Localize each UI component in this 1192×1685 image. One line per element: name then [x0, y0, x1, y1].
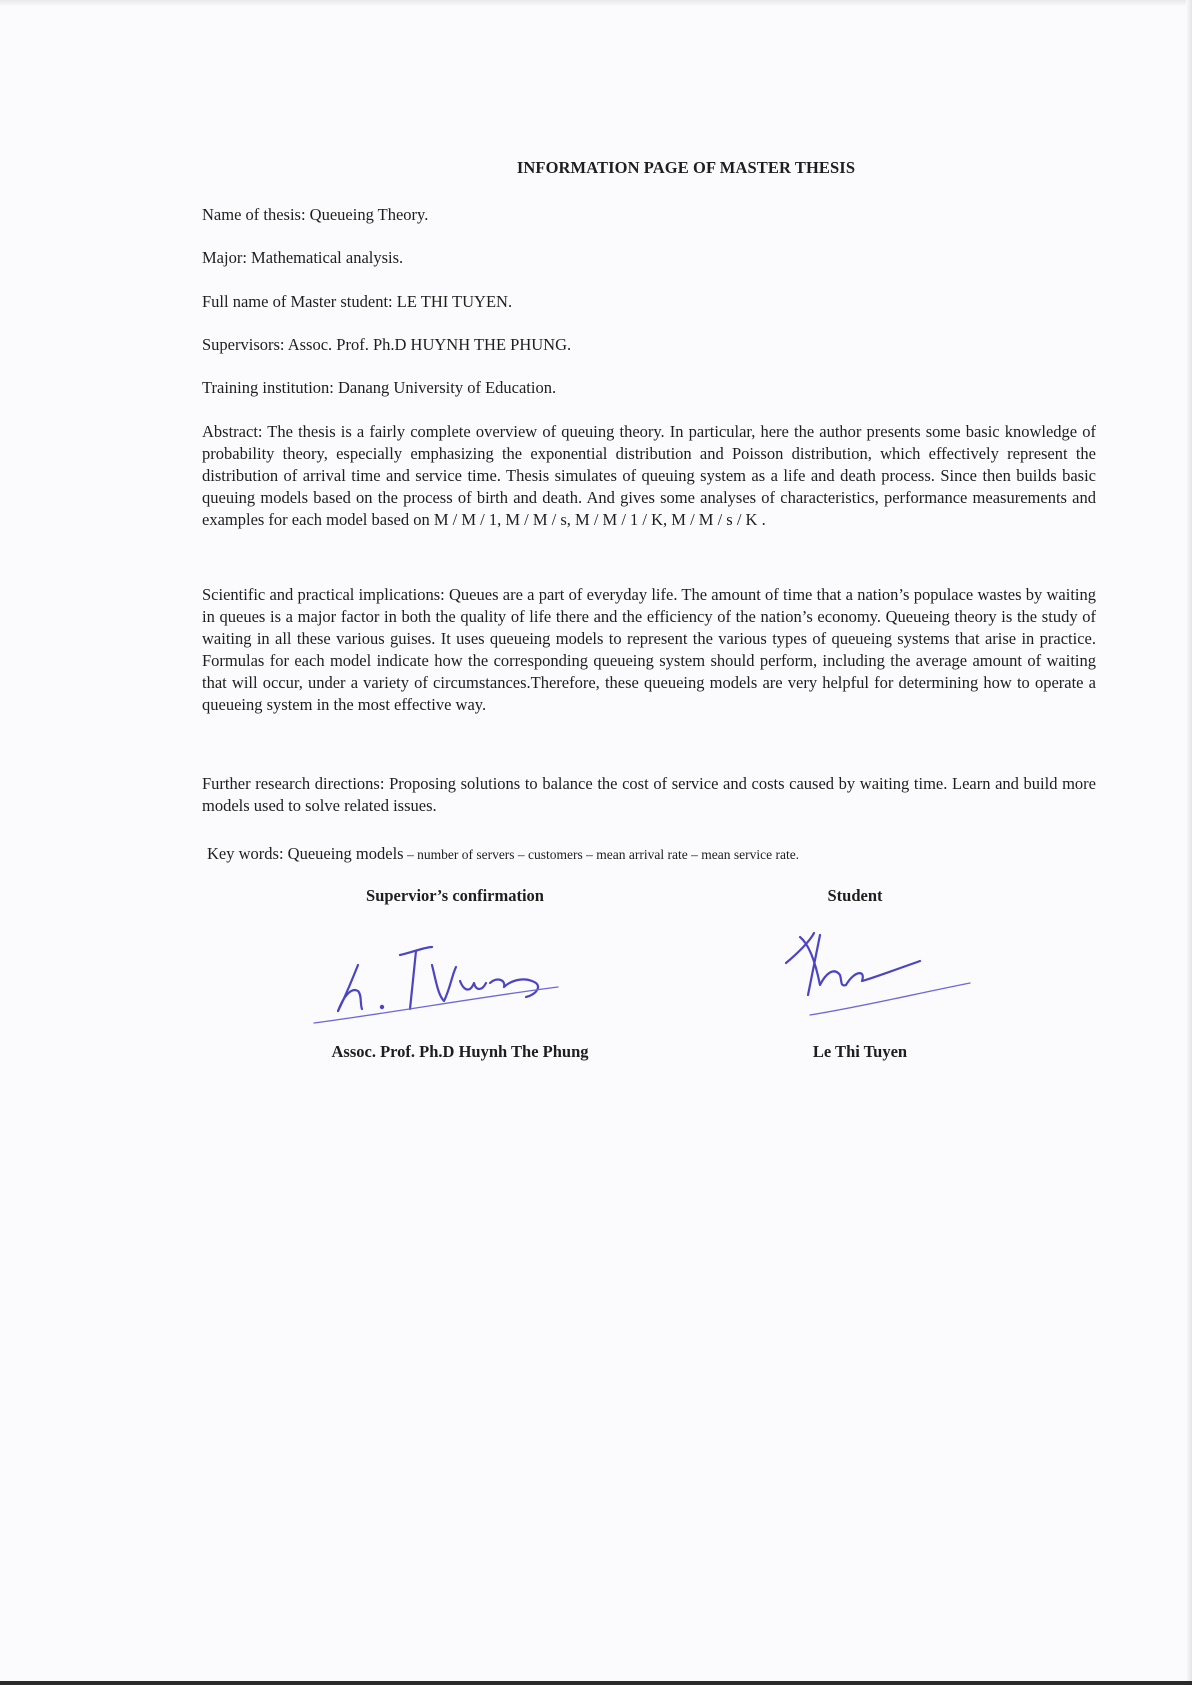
scan-right-edge	[1186, 0, 1192, 1685]
student-signature	[770, 915, 990, 1025]
thesis-name-line: Name of thesis: Queueing Theory.	[202, 205, 429, 224]
supervisors-line: Supervisors: Assoc. Prof. Ph.D HUYNH THE PHUNG.	[202, 335, 572, 354]
supervisor-confirmation-heading: Supervior’s confirmation	[366, 886, 544, 905]
implications-paragraph: Scientific and practical implications: Queues are a part of everyday life. The amount of time that a nation’s populace wastes by waiting in queues is a major factor in both the quality of life there and the efficiency of the nation’s economy. Queueing theory is the study of waiting in all these various guises. It uses queueing models to represent the various types of queueing systems that arise in practice. Formulas for each model indicate how the corresponding queueing system should perform, including the average amount of waiting that will occur, under a variety of circumstances.Therefore, these queueing models are very helpful for determining how to operate a queueing system in the most effective way.	[202, 585, 1096, 714]
further-research-paragraph: Further research directions: Proposing solutions to balance the cost of service and costs caused by waiting time. Learn and build more models used to solve related issues.	[202, 774, 1096, 815]
keywords-line	[207, 844, 799, 864]
major-line: Major: Mathematical analysis.	[202, 248, 404, 267]
supervisor-signature	[300, 925, 600, 1035]
institution-line: Training institution: Danang University of Education.	[202, 378, 557, 397]
abstract-paragraph: Abstract: The thesis is a fairly complete overview of queuing theory. In particular, here the author presents some basic knowledge of probability theory, especially emphasizing the exponential distribution and Poisson distribution, which effectively represent the distribution of arrival time and service time. Thesis simulates of queuing system as a life and death process. Since then builds basic queuing models based on the process of birth and death. And gives some analyses of characteristics, performance measurements and examples for each model based on M / M / 1, M / M / s, M / M / 1 / K, M / M / s / K .	[202, 422, 1096, 529]
student-name-line: Full name of Master student: LE THI TUYEN.	[202, 292, 513, 311]
page-title: INFORMATION PAGE OF MASTER THESIS	[516, 158, 856, 177]
student-heading: Student	[827, 886, 883, 905]
supervisor-name: Assoc. Prof. Ph.D Huynh The Phung	[331, 1042, 589, 1061]
scan-bottom-edge	[0, 1681, 1192, 1685]
student-name: Le Thi Tuyen	[812, 1042, 908, 1061]
keywords-rest: – number of servers – customers – mean arrival rate – mean service rate.	[403, 847, 800, 862]
scan-top-edge	[0, 0, 1192, 6]
keywords-lead: Key words: Queueing models	[207, 844, 404, 863]
